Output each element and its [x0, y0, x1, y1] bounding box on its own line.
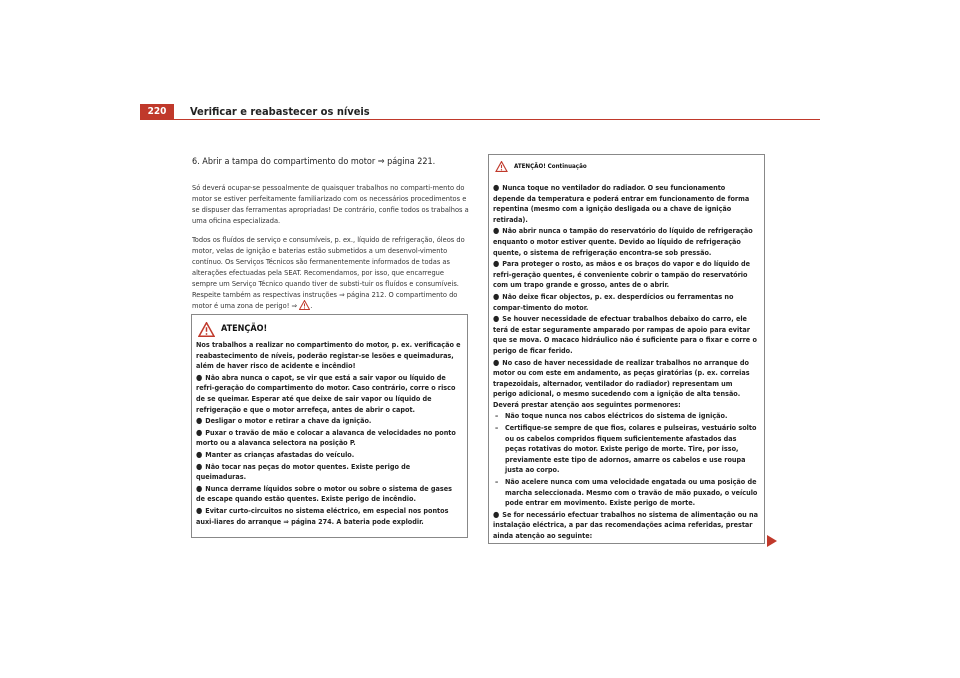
warning-body [192, 340, 467, 527]
list-item: ● Manter as crianças afastadas do veículo. [196, 449, 355, 459]
list-item: ● Desligar o motor e retirar a chave da ignição. [196, 416, 372, 426]
list-item: ● Para proteger o rosto, as mãos e os braços do vapor e do líquido de refri-geração quentes, é conveniente cobrir o tampão do reservatório com um trapo grande e grosso, antes de o abrir. [493, 259, 751, 290]
list-item: ● Nunca derrame líquidos sobre o motor ou sobre o sistema de gases de escape quando estão quentes. Existe perigo de incêndio. [196, 483, 452, 504]
warning-heading [198, 321, 467, 337]
warning-box-right [488, 154, 765, 544]
list-item: ● Se houver necessidade de efectuar trabalhos debaixo do carro, ele terá de estar seguramente amparado por rampas de apoio para evitar que se mova. O macaco hidráulico não é suficiente para o fixar e corre o perigo de ficar ferido. [493, 314, 757, 355]
page-title: Verificar e reabastecer os níveis [190, 105, 370, 118]
list-item: ● Se for necessário efectuar trabalhos no sistema de alimentação ou na instalação eléctrica, a par das recomendações acima referidas, prestar ainda atenção ao seguinte: [493, 509, 758, 540]
page-number: 220 [140, 104, 174, 119]
warning-box-left [191, 314, 468, 538]
paragraph-1: Só deverá ocupar-se pessoalmente de quaisquer trabalhos no comparti-mento do motor se estiver perfeitamente familiarizado com os necessários procedimentos e se dispuser das ferramentas apropriadas! De contrário, confie todos os trabalhos a uma oficina especializada. [192, 183, 469, 225]
continue-arrow-icon [767, 532, 777, 551]
list-item: ● Não tocar nas peças do motor quentes. Existe perigo de queimaduras. [196, 461, 411, 482]
step-6-text: 6. Abrir a tampa do compartimento do motor ⇒ página 221. [192, 157, 436, 167]
warning-body-continued [489, 183, 764, 542]
warning-intro: Nos trabalhos a realizar no compartimento do motor, p. ex. verificação e reabastecimento de níveis, poderão registar-se lesões e queimaduras, além de haver risco de acidente e incêndio! [196, 340, 461, 371]
sub-list-item: – Certifique-se sempre de que fios, colares e pulseiras, vestuário solto ou os cabelos compridos fiquem suficientemente afastados das peças rotativas do motor. Existe perigo de morte. Tire, por isso, previamente este tipo de adornos, amarre os cabelos e use roupa justa ao corpo. [495, 423, 757, 475]
list-item: ● Puxar o travão de mão e colocar a alavanca de velocidades no ponto morto ou a alavanca selectora na posição P. [196, 427, 456, 448]
warning-title: ATENÇÃO! [221, 324, 268, 334]
paragraph-2-text: Todos os fluídos de serviço e consumíveis, p. ex., líquido de refrigeração, óleos do motor, velas de ignição e baterias estão submetidos a um desenvol-vimento contínuo. Os Serviços Técnicos são fermanentemente informados de todas as alterações efectuadas pela SEAT. Recomendamos, por isso, que encarregue sempre um Serviço Técnico quando tiver de substi-tuir os fluídos e consumíveis. Respeite também as respectivas instruções ⇒ página 212. O compartimento do motor é uma zona de perigo! ⇒ [192, 235, 465, 310]
paragraph-2-end: . [310, 301, 313, 310]
paragraph-2 [192, 234, 470, 313]
list-item: ● Não deixe ficar objectos, p. ex. desperdícios ou ferramentas no compar-timento do motor. [493, 291, 734, 312]
header-divider [140, 119, 820, 120]
warning-triangle-icon [198, 322, 215, 337]
list-item: ● Não abrir nunca o tampão do reservatório do líquido de refrigeração enquanto o motor estiver quente. Devido ao líquido de refrigeração quente, o sistema de refrigeração encontra-se sob pressão. [493, 226, 753, 257]
sub-list-item: – Não acelere nunca com uma velocidade engatada ou uma posição de marcha seleccionada. Mesmo com o travão de mão puxado, o veículo pode entrar em movimento. Existe perigo de morte. [495, 477, 758, 508]
list-item: ● Não abra nunca o capot, se vir que está a sair vapor ou líquido de refri-geração do compartimento do motor. Caso contrário, corre o risco de se queimar. Esperar até que deixe de sair vapor ou líquido de refrigeração e que o motor arrefeça, antes de abrir o capot. [196, 372, 456, 414]
warning-title-continued: ATENÇÃO! Continuação [514, 162, 587, 170]
warning-triangle-icon [495, 161, 508, 172]
list-item: ● No caso de haver necessidade de realizar trabalhos no arranque do motor ou com este em andamento, as peças giratórias (p. ex. correias trapezoidais, alternador, ventilador do radiador) representam um perigo adicional, o mesmo sucedendo com a ignição de alta tensão. Deverá prestar atenção aos seguintes pormenores: [493, 357, 750, 409]
list-item: ● Evitar curto-circuitos no sistema eléctrico, em especial nos pontos auxi-liares do arranque ⇒ página 274. A bateria pode explodir. [196, 505, 449, 526]
warning-triangle-icon [299, 300, 313, 313]
list-item: ● Nunca toque no ventilador do radiador. O seu funcionamento depende da temperatura e poderá entrar em funcionamento de forma repentina (mesmo com a ignição desligada ou a chave de ignição retirada). [493, 183, 750, 224]
warning-heading-continued [495, 159, 764, 173]
sub-list-item: – Não toque nunca nos cabos eléctricos do sistema de ignição. [495, 411, 728, 421]
